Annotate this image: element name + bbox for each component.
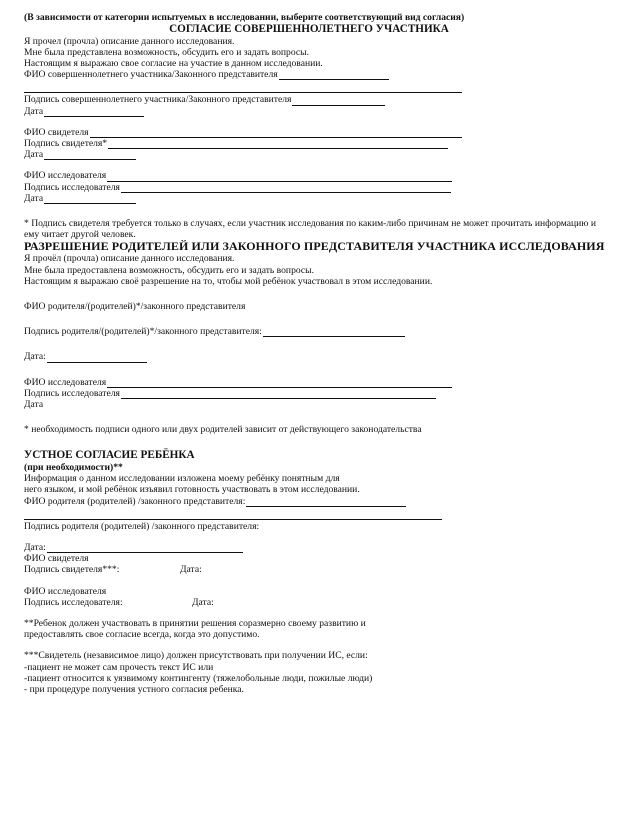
adult-researcher-sign-field[interactable] bbox=[24, 182, 594, 193]
adult-witness-fio-field[interactable] bbox=[24, 127, 594, 138]
parent-sign-line[interactable] bbox=[263, 327, 405, 337]
adult-text-3: Настоящим я выражаю свое согласие на участие в данном исследовании. bbox=[24, 58, 323, 70]
parent-sign-label: Подпись родителя/(родителей)*/законного представителя: bbox=[24, 326, 262, 338]
adult-researcher-date-field[interactable] bbox=[24, 193, 594, 204]
child-text-2: него языком, и мой ребёнок изъявил готовность участвовать в этом исследовании. bbox=[24, 484, 360, 496]
adult-witness-sign-label: Подпись свидетеля* bbox=[24, 138, 108, 150]
adult-witness-sign-line[interactable] bbox=[108, 139, 448, 149]
parent-text-1: Я прочёл (прочла) описание данного исследования. bbox=[24, 253, 235, 265]
child-text-1: Информация о данном исследовании изложена моему ребёнку понятным для bbox=[24, 473, 340, 485]
adult-researcher-sign-label: Подпись исследователя bbox=[24, 181, 120, 193]
adult-witness-date-line[interactable] bbox=[44, 150, 136, 160]
child-fio-field[interactable] bbox=[24, 496, 594, 507]
adult-witness-sign-field[interactable] bbox=[24, 138, 594, 149]
child-witness-date-label: Дата: bbox=[180, 564, 202, 576]
adult-date-line[interactable] bbox=[44, 107, 144, 117]
adult-fio-field[interactable] bbox=[24, 69, 594, 80]
child-note-3-line-3: -пациент относится к уязвимому контингенту (тяжелобольные люди, пожилые люди) bbox=[24, 672, 373, 684]
adult-researcher-date-label: Дата bbox=[24, 192, 44, 204]
adult-researcher-fio-label: ФИО исследователя bbox=[24, 170, 107, 182]
child-note-3-line-2: -пациент не может сам прочесть текст ИС или bbox=[24, 661, 214, 673]
child-researcher-sign-row bbox=[24, 597, 594, 608]
consent-document bbox=[24, 12, 605, 695]
adult-witness-date-label: Дата bbox=[24, 149, 44, 161]
adult-date-label: Дата bbox=[24, 105, 44, 117]
adult-text-2: Мне была представлена возможность, обсудить его и задать вопросы. bbox=[24, 46, 309, 58]
child-fio-line[interactable] bbox=[246, 497, 406, 507]
child-note-2-line-1: **Ребенок должен участвовать в принятии решения соразмерно своему развитию и bbox=[24, 617, 366, 629]
parent-permission-title: РАЗРЕШЕНИЕ РОДИТЕЛЕЙ ИЛИ ЗАКОННОГО ПРЕДСТАВИТЕЛЯ УЧАСТНИКА ИССЛЕДОВАНИЯ bbox=[24, 239, 605, 254]
child-subtitle: (при необходимости)** bbox=[24, 461, 123, 473]
header-note: (В зависимости от категории испытуемых в исследовании, выберите соответствующий вид согласия) bbox=[24, 12, 465, 23]
adult-footnote: * Подпись свидетеля требуется только в случаях, если участник исследования по каким-либо причинам не может прочитать информацию и ему читает другой человек. bbox=[24, 218, 596, 241]
parent-date-label: Дата: bbox=[24, 351, 46, 363]
adult-witness-fio-label: ФИО свидетеля bbox=[24, 126, 89, 138]
parent-text-3: Настоящим я выражаю своё разрешение на то, чтобы мой ребёнок участвовал в этом исследовании. bbox=[24, 275, 433, 287]
adult-consent-title: СОГЛАСИЕ СОВЕРШЕННОЛЕТНЕГО УЧАСТНИКА bbox=[169, 23, 449, 36]
child-note-2-line-2: предоставлять свое согласие всегда, когда это допустимо. bbox=[24, 629, 260, 641]
adult-sign-label: Подпись совершеннолетнего участника/Законного представителя bbox=[24, 94, 292, 106]
child-note-3-line-4: - при процедуре получения устного согласия ребенка. bbox=[24, 683, 244, 695]
child-witness-sign-label: Подпись свидетеля***: bbox=[24, 564, 120, 576]
parent-fio-label: ФИО родителя/(родителей)*/законного представителя bbox=[24, 301, 246, 313]
child-fio-label: ФИО родителя (родителей) /законного представителя: bbox=[24, 495, 246, 507]
adult-researcher-sign-line[interactable] bbox=[121, 183, 451, 193]
adult-fio-label: ФИО совершеннолетнего участника/Законного представителя bbox=[24, 69, 278, 81]
parent-researcher-fio-line[interactable] bbox=[107, 378, 452, 388]
child-date-line[interactable] bbox=[47, 543, 243, 553]
adult-text-1: Я прочел (прочла) описание данного исследования. bbox=[24, 35, 235, 47]
adult-date-field[interactable] bbox=[24, 106, 594, 117]
adult-researcher-date-line[interactable] bbox=[44, 194, 136, 204]
parent-researcher-sign-field[interactable] bbox=[24, 388, 594, 399]
adult-fio-line[interactable] bbox=[279, 70, 389, 80]
adult-witness-date-field[interactable] bbox=[24, 149, 594, 160]
child-witness-sign-row bbox=[24, 564, 594, 575]
adult-fio-line-2[interactable] bbox=[24, 83, 462, 93]
adult-researcher-fio-line[interactable] bbox=[107, 172, 452, 182]
parent-footnote: * необходимость подписи одного или двух родителей зависит от действующего законодательства bbox=[24, 424, 422, 436]
parent-researcher-sign-line[interactable] bbox=[121, 389, 436, 399]
child-date-label: Дата: bbox=[24, 541, 46, 553]
child-note-3-line-1: ***Свидетель (независимое лицо) должен присутствовать при получении ИС, если: bbox=[24, 650, 368, 662]
parent-text-2: Мне была предоставлена возможность, обсудить его и задать вопросы. bbox=[24, 264, 315, 276]
child-sign-label: Подпись родителя (родителей) /законного представителя: bbox=[24, 520, 260, 532]
parent-date-field[interactable] bbox=[24, 351, 594, 362]
adult-witness-fio-line[interactable] bbox=[90, 128, 462, 138]
parent-researcher-sign-label: Подпись исследователя bbox=[24, 387, 120, 399]
child-researcher-fio-label: ФИО исследователя bbox=[24, 585, 107, 597]
child-date-field[interactable] bbox=[24, 542, 594, 553]
child-witness-fio-label: ФИО свидетеля bbox=[24, 553, 89, 565]
parent-date-line[interactable] bbox=[47, 353, 147, 363]
parent-researcher-fio-field[interactable] bbox=[24, 377, 594, 388]
child-consent-title: УСТНОЕ СОГЛАСИЕ РЕБЁНКА bbox=[24, 449, 195, 462]
parent-date-label-2: Дата bbox=[24, 399, 44, 411]
adult-researcher-fio-field[interactable] bbox=[24, 170, 594, 181]
child-researcher-sign-label: Подпись исследователя: bbox=[24, 596, 123, 608]
parent-researcher-fio-label: ФИО исследователя bbox=[24, 376, 107, 388]
adult-sign-line[interactable] bbox=[292, 96, 385, 106]
adult-sign-field[interactable] bbox=[24, 94, 594, 105]
child-researcher-date-label: Дата: bbox=[192, 596, 214, 608]
parent-sign-field[interactable] bbox=[24, 326, 594, 337]
child-fio-line-2[interactable] bbox=[24, 510, 442, 520]
